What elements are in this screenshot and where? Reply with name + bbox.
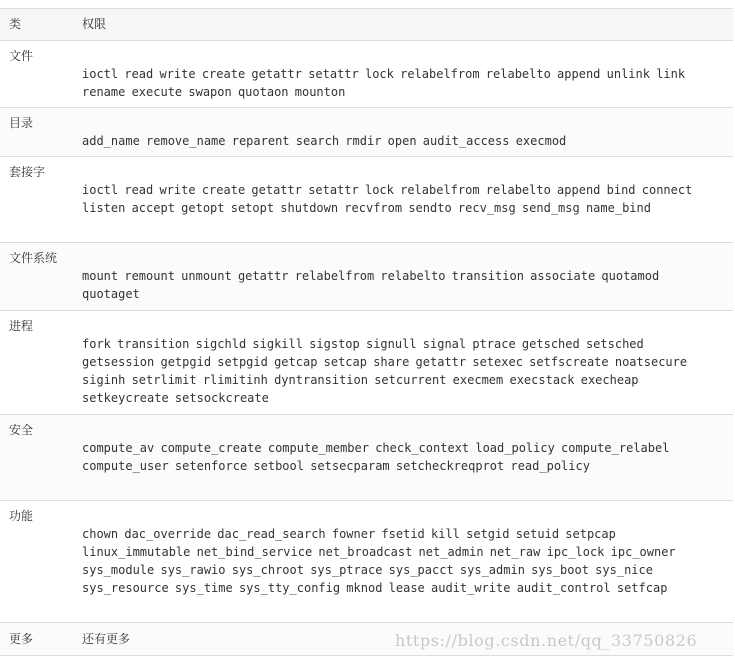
selinux-permissions-table <box>0 8 733 656</box>
row-permissions: compute_av compute_create compute_member check_context load_policy compute_relabel compute_user setenforce setbool setsecparam setcheckreqprot read_policy <box>82 441 670 473</box>
row-category: 文件系统 <box>9 251 58 265</box>
header-category: 类 <box>9 17 22 31</box>
row-permissions: ioctl read write create getattr setattr lock relabelfrom relabelto append unlink link rename execute swapon quotaon mounton <box>82 67 686 99</box>
row-category: 目录 <box>9 116 34 130</box>
table-row-socket <box>0 157 733 243</box>
row-permissions: ioctl read write create getattr setattr lock relabelfrom relabelto append bind connect listen accept getopt setopt shutdown recvfrom sendto recv_msg send_msg name_bind <box>82 183 693 215</box>
watermark-url: https://blog.csdn.net/qq_33750826 <box>395 631 698 650</box>
row-category: 套接字 <box>9 165 46 179</box>
row-permissions: mount remount unmount getattr relabelfrom relabelto transition associate quotamod quotaget <box>82 269 660 301</box>
row-category: 进程 <box>9 319 34 333</box>
row-category: 文件 <box>9 49 34 63</box>
table-row-directory <box>0 108 733 157</box>
table-row-capability <box>0 501 733 623</box>
table-row-security <box>0 415 733 501</box>
row-category: 安全 <box>9 423 34 437</box>
row-permissions: fork transition sigchld sigkill sigstop signull signal ptrace getsched setsched getsession getpgid setpgid getcap setcap share getattr setexec setfscreate noatsecure siginh setrlimit rlimitinh dyntransition setcurrent execmem execstack execheap setkeycreate setsockcreate <box>82 337 688 405</box>
row-permissions: chown dac_override dac_read_search fowner fsetid kill setgid setuid setpcap linux_immutable net_bind_service net_broadcast net_admin net_raw ipc_lock ipc_owner sys_module sys_rawio sys_chroot sys_ptrace sys_pacct sys_admin sys_boot sys_nice sys_resource sys_time sys_tty_config mknod lease audit_write audit_control setfcap <box>82 527 676 595</box>
row-permissions: 还有更多 <box>82 632 131 646</box>
header-permissions: 权限 <box>82 17 107 31</box>
row-permissions: add_name remove_name reparent search rmdir open audit_access execmod <box>82 134 567 148</box>
table-header-row <box>0 9 733 41</box>
table-row-filesystem <box>0 243 733 311</box>
table-row-process <box>0 311 733 415</box>
row-category: 功能 <box>9 509 34 523</box>
row-category: 更多 <box>9 632 34 646</box>
table-row-file <box>0 41 733 108</box>
